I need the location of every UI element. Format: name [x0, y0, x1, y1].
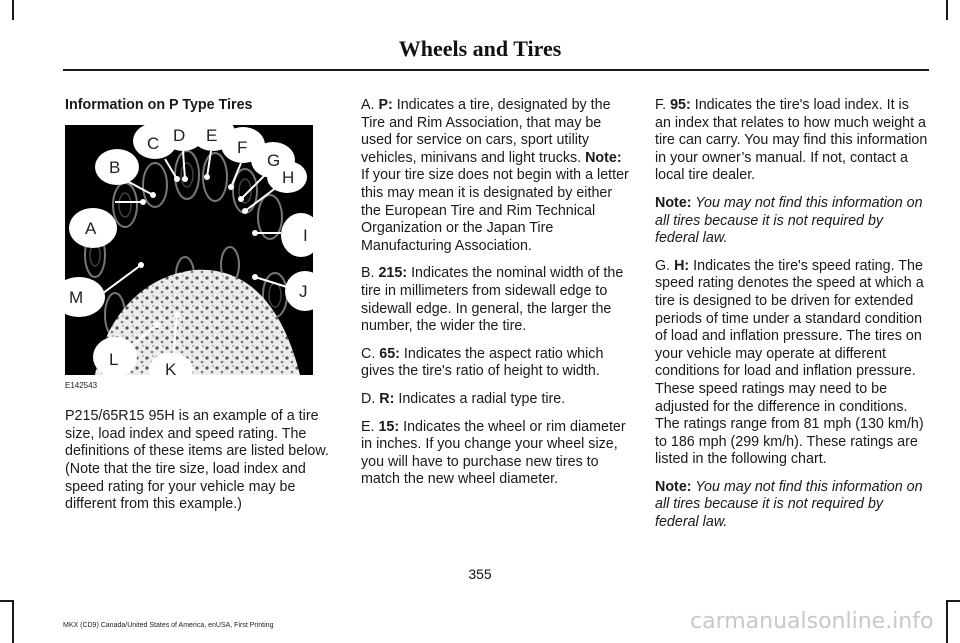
callout-label-f: F: [237, 137, 248, 157]
page-header-title: Wheels and Tires: [398, 36, 562, 61]
note-2: [655, 479, 928, 532]
definition-a-prefix: A.: [361, 97, 379, 113]
note-1-text: You may not find this information on all tires because it is not required by federal law.: [655, 194, 923, 247]
column-left: [65, 97, 340, 524]
header-rule: [63, 69, 929, 71]
definition-g: [655, 258, 928, 469]
definition-d: [361, 391, 633, 409]
crop-mark-bottom-right-v: [946, 600, 948, 643]
definition-f-prefix: F.: [655, 97, 671, 113]
definition-g-text: Indicates the tire's speed rating. The speed rating denotes the speed at which a tire is designed to be driven for extended periods of time under a standard condition of load and inflation pressure. The tires on your vehicle may operate at different conditions for load and inflation pressure. These speed ratings may need to be adjusted for the difference in conditions. The ratings range from 81 mph (130 km/h) to 186 mph (299 km/h). These ratings are listed in the following chart.: [655, 257, 924, 468]
definition-d-prefix: D.: [361, 390, 380, 407]
definition-a-text: Indicates a tire, designated by the Tire and Rim Association, that may be used for service on cars, sport utility vehicles, minivans and light trucks.: [361, 97, 611, 166]
definition-a: [361, 97, 633, 255]
definition-g-key: H:: [674, 257, 690, 274]
callout-label-h: H: [282, 167, 295, 187]
tire-diagram: [65, 125, 313, 375]
crop-mark-top-left: [12, 0, 14, 20]
definition-a-note-text: If your tire size does not begin with a letter this may mean it is designated by either the European Tire and Rim Technical Organization or the Japan Tire Manufacturing Association.: [361, 167, 629, 254]
definition-c: [361, 346, 633, 381]
watermark-text: carmanualsonline.info: [690, 609, 934, 634]
definition-c-text: Indicates the aspect ratio which gives the tire's ratio of height to width.: [361, 345, 604, 380]
definition-e-key: 15:: [378, 418, 400, 435]
note-1-label: Note:: [655, 194, 692, 211]
callout-label-e: E: [206, 125, 218, 145]
section-heading: Information on P Type Tires: [65, 97, 253, 113]
definition-f: [655, 97, 928, 185]
definition-f-text: Indicates the tire's load index. It is an index that relates to how much weight a tire can carry. You may find this information in your owner’s manual. If not, contact a local tire dealer.: [655, 97, 928, 184]
definition-d-text: Indicates a radial type tire.: [394, 390, 566, 407]
crop-mark-bottom-left-h: [0, 600, 12, 602]
definition-b: [361, 265, 633, 335]
definition-e-text: Indicates the wheel or rim diameter in inches. If you change your wheel size, you will have to purchase new tires to match the new wheel diameter.: [361, 418, 626, 488]
definition-e-prefix: E.: [361, 418, 379, 435]
note-2-text: You may not find this information on all tires because it is not required by federal law.: [655, 478, 923, 531]
callout-label-k: K: [165, 359, 177, 375]
callout-label-l: L: [109, 349, 119, 369]
tire-sidewall-figure: [65, 125, 313, 375]
figure-code: E142543: [65, 380, 98, 390]
crop-mark-top-right: [946, 0, 948, 20]
callout-label-j: J: [299, 281, 308, 301]
intro-paragraph: P215/65R15 95H is an example of a tire size, load index and speed rating. The definitions of these items are listed below. (Note that the tire size, load index and speed rating for your vehicle may be different from this example.): [65, 408, 329, 513]
column-right: [655, 97, 928, 542]
callout-label-b: B: [109, 157, 121, 177]
definition-f-key: 95:: [670, 97, 691, 113]
callout-label-g: G: [267, 150, 281, 170]
callout-label-a: A: [85, 218, 97, 238]
definition-g-prefix: G.: [655, 257, 675, 274]
definition-b-key: 215:: [378, 265, 408, 282]
note-1: [655, 195, 928, 248]
page-number: 355: [468, 566, 492, 582]
callout-label-c: C: [147, 133, 160, 153]
callout-label-d: D: [173, 125, 186, 145]
definition-a-note-label: Note:: [585, 149, 622, 166]
definition-c-prefix: C.: [361, 345, 380, 362]
footer-text: MKX (CD9) Canada/United States of America, enUSA, First Printing: [63, 622, 274, 629]
definition-b-prefix: B.: [361, 265, 379, 282]
callout-label-i: I: [303, 225, 308, 245]
crop-mark-bottom-right-h: [946, 600, 960, 602]
definition-b-text: Indicates the nominal width of the tire in millimeters from sidewall edge to sidewall edge. In general, the larger the number, the wider the tire.: [361, 265, 624, 335]
callout-label-m: M: [69, 287, 84, 307]
note-2-label: Note:: [655, 478, 692, 495]
definition-e: [361, 419, 633, 489]
definition-a-key: P:: [378, 97, 393, 113]
column-middle: [361, 97, 633, 499]
definition-d-key: R:: [379, 390, 395, 407]
definition-c-key: 65:: [379, 345, 400, 362]
crop-mark-bottom-left-v: [12, 600, 14, 643]
